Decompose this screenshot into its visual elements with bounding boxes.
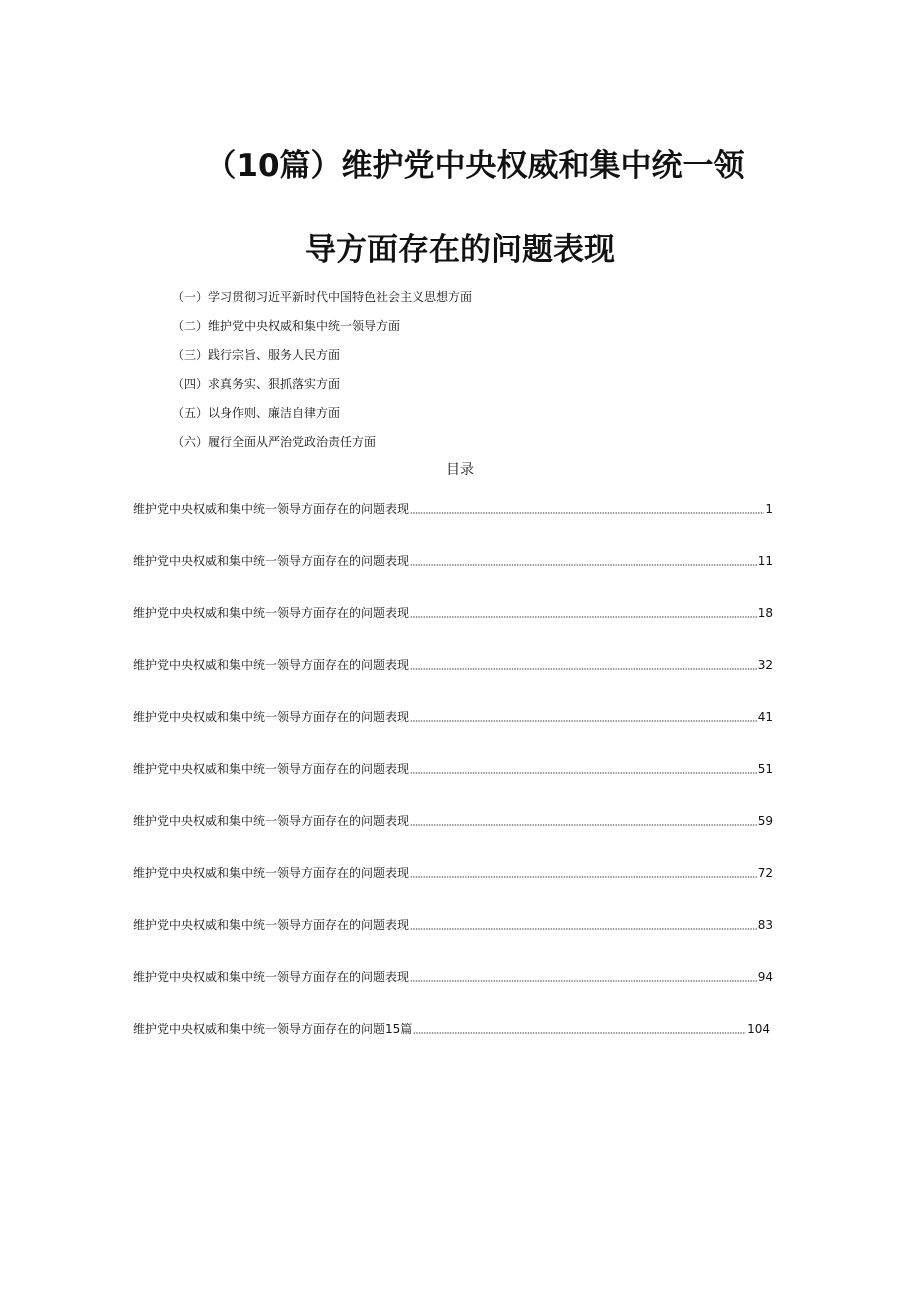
toc-dot-leader <box>413 1020 746 1034</box>
document-title-line-2: 导方面存在的问题表现 <box>305 232 615 268</box>
toc-dot-leader <box>410 708 757 722</box>
toc-dot-leader <box>410 812 757 826</box>
toc-page-number: 32 <box>757 658 773 672</box>
toc-entry-title: 维护党中央权威和集中统一领导方面存在的问题15篇 <box>133 1022 413 1036</box>
toc-entry[interactable] <box>133 812 773 864</box>
toc-entry-title: 维护党中央权威和集中统一领导方面存在的问题表现 <box>133 658 410 672</box>
toc-entry-title: 维护党中央权威和集中统一领导方面存在的问题表现 <box>133 866 410 880</box>
toc-dot-leader <box>410 864 757 878</box>
toc-entry[interactable] <box>133 604 773 656</box>
outline-item: （一）学习贯彻习近平新时代中国特色社会主义思想方面 <box>172 290 473 304</box>
outline-item: （六）履行全面从严治党政治责任方面 <box>172 435 377 449</box>
toc-entry[interactable] <box>133 760 773 812</box>
toc-entry[interactable] <box>133 968 773 1020</box>
toc-entry[interactable] <box>133 552 773 604</box>
toc-dot-leader <box>410 656 757 670</box>
toc-dot-leader <box>410 968 757 982</box>
toc-page-number: 72 <box>757 866 773 880</box>
toc-page-number: 41 <box>757 710 773 724</box>
toc-entry[interactable] <box>133 916 773 968</box>
toc-page-number: 59 <box>757 814 773 828</box>
toc-page-number: 18 <box>757 606 773 620</box>
toc-dot-leader <box>410 552 757 566</box>
section-outline <box>172 288 472 462</box>
toc-page-number: 104 <box>747 1022 770 1036</box>
outline-item: （四）求真务实、狠抓落实方面 <box>172 377 341 391</box>
toc-entry-title: 维护党中央权威和集中统一领导方面存在的问题表现 <box>133 762 410 776</box>
toc-dot-leader <box>410 760 757 774</box>
toc-entry-title: 维护党中央权威和集中统一领导方面存在的问题表现 <box>133 554 410 568</box>
toc-entry[interactable] <box>133 708 773 760</box>
toc-entry-title: 维护党中央权威和集中统一领导方面存在的问题表现 <box>133 918 410 932</box>
toc-dot-leader <box>410 604 757 618</box>
toc-entry-title: 维护党中央权威和集中统一领导方面存在的问题表现 <box>133 710 410 724</box>
toc-heading: 目录 <box>446 462 474 478</box>
toc-dot-leader <box>410 916 757 930</box>
toc-entry-title: 维护党中央权威和集中统一领导方面存在的问题表现 <box>133 502 410 516</box>
outline-item: （二）维护党中央权威和集中统一领导方面 <box>172 319 401 333</box>
toc-page-number: 51 <box>757 762 773 776</box>
toc-entry[interactable] <box>133 864 773 916</box>
toc-entry[interactable] <box>133 500 773 552</box>
toc-entry[interactable] <box>133 656 773 708</box>
table-of-contents <box>133 500 773 1072</box>
toc-entry-title: 维护党中央权威和集中统一领导方面存在的问题表现 <box>133 814 410 828</box>
toc-entry-title: 维护党中央权威和集中统一领导方面存在的问题表现 <box>133 606 410 620</box>
toc-page-number: 83 <box>757 918 773 932</box>
toc-dot-leader <box>410 500 764 514</box>
toc-entry-title: 维护党中央权威和集中统一领导方面存在的问题表现 <box>133 970 410 984</box>
outline-item: （三）践行宗旨、服务人民方面 <box>172 348 341 362</box>
document-title-line-1: （10篇）维护党中央权威和集中统一领 <box>205 148 745 184</box>
toc-page-number: 94 <box>757 970 773 984</box>
outline-item: （五）以身作则、廉洁自律方面 <box>172 406 341 420</box>
toc-entry[interactable] <box>133 1020 773 1072</box>
toc-page-number: 1 <box>765 502 773 516</box>
toc-page-number: 11 <box>757 554 773 568</box>
